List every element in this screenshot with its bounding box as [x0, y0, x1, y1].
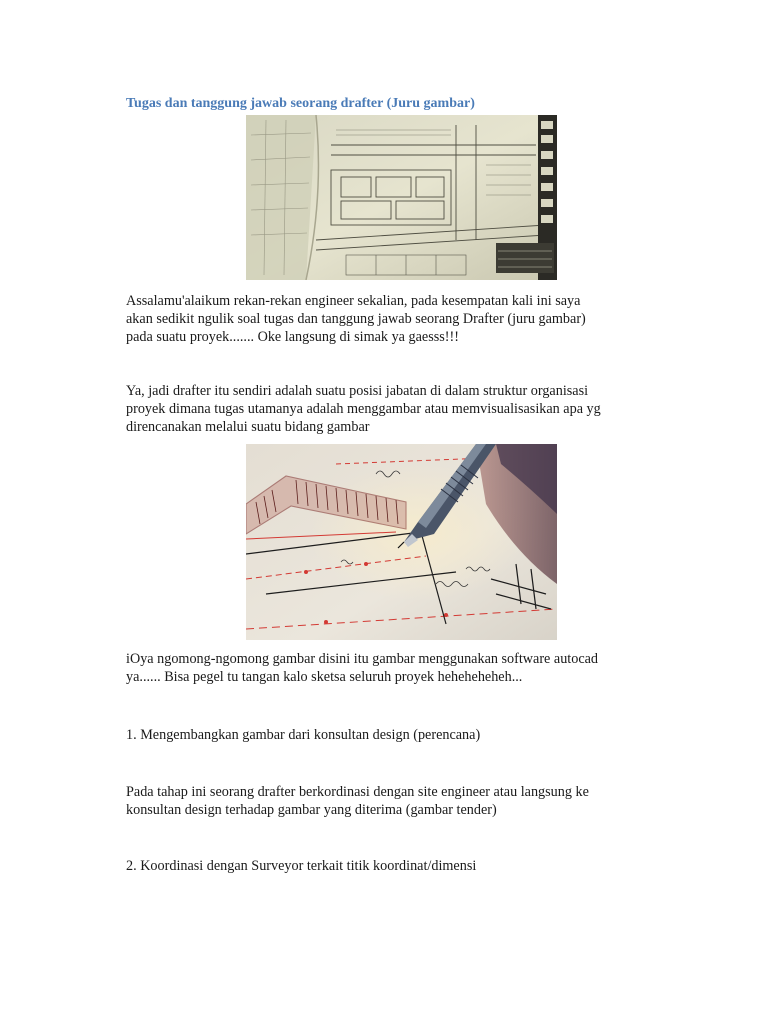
blueprint-photo — [246, 115, 557, 280]
blueprint-illustration — [246, 115, 557, 280]
paragraph-definition: Ya, jadi drafter itu sendiri adalah suatu posisi jabatan di dalam struktur organisasi proyek dimana tugas utamanya adalah menggambar atau memvisualisasikan apa yg direncanakan melalui suatu bidang gambar — [126, 383, 601, 435]
drafting-pen-photo — [246, 444, 557, 640]
drafting-illustration — [246, 444, 557, 640]
paragraph-intro: Assalamu'alaikum rekan-rekan engineer sekalian, pada kesempatan kali ini saya akan sedikit ngulik soal tugas dan tanggung jawab seorang Drafter (juru gambar) pada suatu proyek....... Oke langsung di simak ya gaesss!!! — [126, 293, 586, 345]
paragraph-stage-detail: Pada tahap ini seorang drafter berkordinasi dengan site engineer atau langsung ke konsultan design terhadap gambar yang diterima (gambar tender) — [126, 784, 589, 818]
paragraph-autocad: iOya ngomong-ngomong gambar disini itu gambar menggunakan software autocad ya...... Bisa pegel tu tangan kalo sketsa seluruh proyek heheheheheh... — [126, 651, 599, 685]
list-item-1: 1. Mengembangkan gambar dari konsultan design (perencana) — [126, 727, 481, 743]
document-title: Tugas dan tanggung jawab seorang drafter (Juru gambar) — [126, 96, 475, 111]
list-item-2: 2. Koordinasi dengan Surveyor terkait titik koordinat/dimensi — [126, 858, 477, 874]
